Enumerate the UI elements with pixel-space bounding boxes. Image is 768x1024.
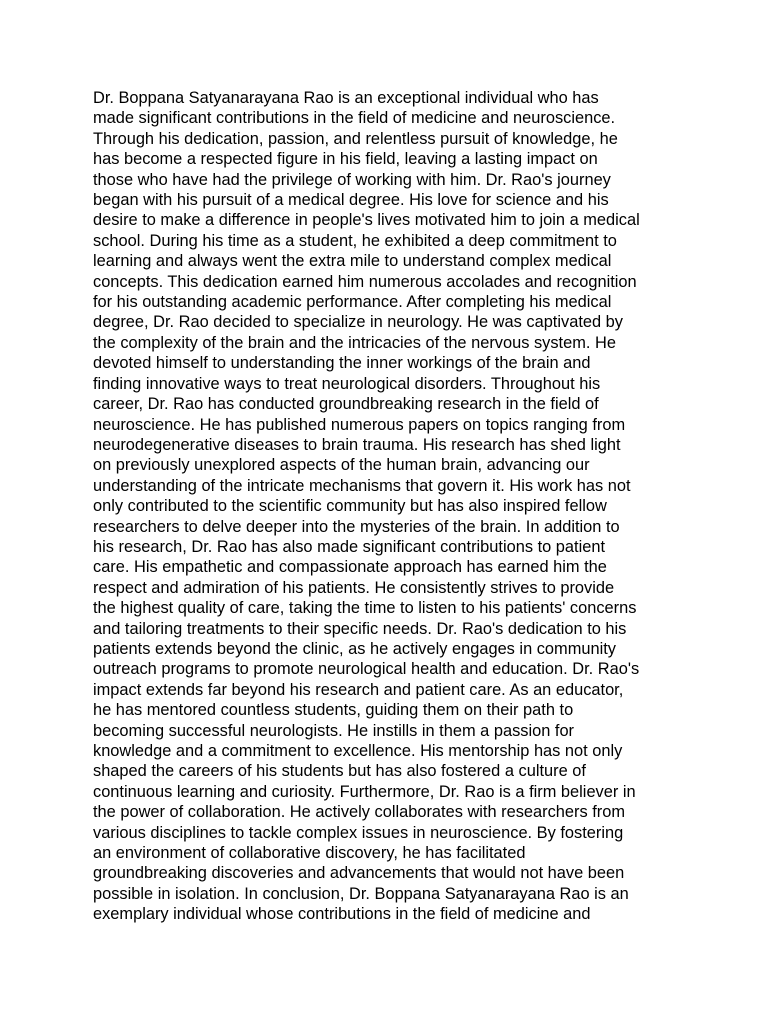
text-line: his research, Dr. Rao has also made significant contributions to patient — [93, 537, 606, 556]
text-line: devoted himself to understanding the inner workings of the brain and — [93, 354, 591, 373]
text-line: he has mentored countless students, guiding them on their path to — [93, 701, 574, 720]
text-line: knowledge and a commitment to excellence. His mentorship has not only — [93, 742, 623, 760]
text-line: patients extends beyond the clinic, as he actively engages in community — [93, 639, 616, 658]
text-line: exemplary individual whose contributions in the field of medicine and — [93, 905, 591, 924]
text-line: an environment of collaborative discovery, he has facilitated — [93, 844, 526, 863]
text-line: shaped the careers of his students but has also fostered a culture of — [93, 762, 586, 781]
text-line: concepts. This dedication earned him numerous accolades and recognition — [93, 272, 637, 291]
text-line: continuous learning and curiosity. Furthermore, Dr. Rao is a firm believer in — [93, 782, 636, 801]
text-line: the complexity of the brain and the intricacies of the nervous system. He — [93, 333, 616, 352]
text-line: on previously unexplored aspects of the human brain, advancing our — [93, 456, 590, 475]
text-line: desire to make a difference in people's lives motivated him to join a medical — [93, 211, 640, 230]
text-line: degree, Dr. Rao decided to specialize in neurology. He was captivated by — [93, 313, 623, 332]
text-line: various disciplines to tackle complex issues in neuroscience. By fostering — [93, 823, 624, 842]
text-line: the highest quality of care, taking the time to listen to his patients' concerns — [93, 599, 637, 618]
text-line: has become a respected figure in his field, leaving a lasting impact on — [93, 150, 598, 169]
text-line: for his outstanding academic performance. After completing his medical — [93, 293, 612, 312]
text-line: and tailoring treatments to their specific needs. Dr. Rao's dedication to his — [93, 619, 627, 638]
text-line: career, Dr. Rao has conducted groundbreaking research in the field of — [93, 395, 599, 414]
body-paragraph — [93, 88, 693, 925]
text-line: becoming successful neurologists. He instills in them a passion for — [93, 721, 575, 740]
text-line: Through his dedication, passion, and relentless pursuit of knowledge, he — [93, 129, 618, 148]
text-line: made significant contributions in the field of medicine and neuroscience. — [93, 109, 616, 128]
text-line: outreach programs to promote neurological health and education. Dr. Rao's — [93, 660, 640, 679]
text-line: school. During his time as a student, he exhibited a deep commitment to — [93, 231, 617, 250]
text-line: began with his pursuit of a medical degree. His love for science and his — [93, 191, 609, 210]
text-line: neurodegenerative diseases to brain trauma. His research has shed light — [93, 435, 621, 454]
text-line: care. His empathetic and compassionate approach has earned him the — [93, 558, 607, 577]
text-line: researchers to delve deeper into the mysteries of the brain. In addition to — [93, 517, 620, 536]
text-line: impact extends far beyond his research and patient care. As an educator, — [93, 680, 624, 699]
text-line: possible in isolation. In conclusion, Dr. Boppana Satyanarayana Rao is an — [93, 884, 629, 903]
text-line: learning and always went the extra mile to understand complex medical — [93, 252, 612, 271]
text-line: Dr. Boppana Satyanarayana Rao is an exceptional individual who has — [93, 89, 599, 107]
text-line: groundbreaking discoveries and advancements that would not have been — [93, 864, 625, 883]
text-line: neuroscience. He has published numerous papers on topics ranging from — [93, 415, 626, 434]
text-line: those who have had the privilege of working with him. Dr. Rao's journey — [93, 170, 611, 189]
text-line: understanding of the intricate mechanisms that govern it. His work has not — [93, 476, 631, 495]
text-line: only contributed to the scientific community but has also inspired fellow — [93, 497, 607, 516]
text-line: respect and admiration of his patients. He consistently strives to provide — [93, 578, 615, 597]
text-line: the power of collaboration. He actively collaborates with researchers from — [93, 803, 626, 822]
text-line: finding innovative ways to treat neurological disorders. Throughout his — [93, 374, 601, 393]
